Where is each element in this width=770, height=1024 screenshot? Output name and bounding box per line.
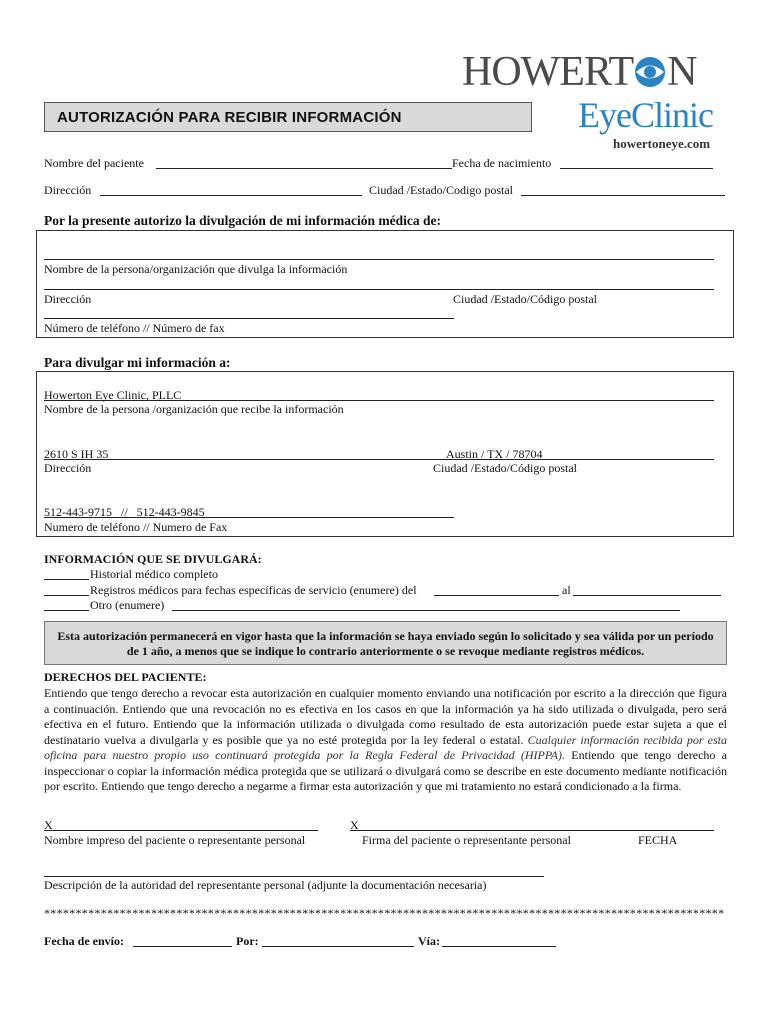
form-title: AUTORIZACIÓN PARA RECIBIR INFORMACIÓN: [57, 109, 402, 126]
star-separator: ************************************************************************************************************: [44, 906, 725, 920]
rights-text-part2: Entiendo que tengo derecho a inspeccionar o copiar la información médica protegida que se utilizará o divulgará como se describe en este documento mediante notificación por escrito. Entiendo que tengo derecho a negarme a firmar esta autorización y que mi tratamiento no estará condicionado a la firma.: [44, 748, 727, 793]
logo-url: howertoneye.com: [613, 136, 711, 151]
sent-date-label: Fecha de envío:: [44, 934, 124, 948]
rights-text-italic: Cualquier información recibida por esta oficina para nuestro propio uso continuará protegida por la Regla Federal de Privacidad (HIPPA).: [44, 732, 727, 762]
release-from-heading: Por la presente autorizo la divulgación de mi información médica de:: [44, 213, 441, 228]
form-title-box: [44, 102, 532, 132]
patient-name-field[interactable]: [156, 168, 452, 169]
authority-label: Descripción de la autoridad del representante personal (adjunte la documentación necesaria): [44, 878, 487, 892]
info-item1-checkbox[interactable]: [44, 579, 89, 580]
release-to-phone-value: 512-443-9715 // 512-443-9845: [44, 505, 205, 519]
release-to-address-field[interactable]: [44, 459, 714, 460]
rights-paragraph: [44, 686, 727, 795]
validity-notice-text: Esta autorización permanecerá en vigor hasta que la información se haya enviado según lo solicitado y sea válida por un período de 1 año, a menos que se indique lo contrario anteriormente o se revoque mediante registros médicos.: [57, 629, 714, 658]
info-item2-from-field[interactable]: [434, 595, 559, 596]
signature-field[interactable]: [350, 830, 714, 831]
patient-address-field[interactable]: [100, 195, 362, 196]
info-item1-label: Historial médico completo: [90, 567, 218, 581]
release-to-name-label: Nombre de la persona /organización que recibe la información: [44, 402, 344, 416]
release-from-name-field[interactable]: [44, 259, 714, 260]
validity-notice-box: [44, 621, 727, 665]
info-item2-checkbox[interactable]: [44, 595, 89, 596]
sent-by-label: Por:: [236, 934, 259, 948]
release-from-address-field[interactable]: [44, 289, 714, 290]
print-name-field[interactable]: [44, 830, 318, 831]
release-to-city-label: Ciudad /Estado/Código postal: [433, 461, 577, 475]
info-item2-label: Registros médicos para fechas específicas de servicio (enumere) del: [90, 583, 417, 597]
logo-wordmark: HOWERT N: [462, 49, 697, 95]
print-name-x: X: [44, 818, 53, 832]
sent-date-field[interactable]: [133, 946, 232, 947]
eye-icon: [633, 54, 667, 88]
signature-label: Firma del paciente o representante personal: [362, 833, 571, 847]
release-to-phone-label: Numero de teléfono // Numero de Fax: [44, 520, 228, 534]
sent-via-field[interactable]: [442, 946, 556, 947]
patient-address-label: Dirección: [44, 183, 92, 197]
sent-by-field[interactable]: [262, 946, 414, 947]
release-to-address-label: Dirección: [44, 461, 92, 475]
info-item3-label: Otro (enumere): [90, 598, 165, 612]
release-to-phone-field[interactable]: [44, 517, 454, 518]
patient-name-label: Nombre del paciente: [44, 156, 144, 170]
release-to-name-value: Howerton Eye Clinic, PLLC: [44, 388, 182, 402]
signature-x: X: [350, 818, 359, 832]
rights-heading: DERECHOS DEL PACIENTE:: [44, 670, 207, 684]
birth-date-field[interactable]: [560, 168, 713, 169]
info-item2-to-field[interactable]: [573, 595, 721, 596]
sent-via-label: Vía:: [418, 934, 440, 948]
info-item3-field[interactable]: [172, 610, 680, 611]
release-to-name-field[interactable]: [44, 400, 714, 401]
info-item2-to-label: al: [562, 583, 571, 597]
logo-eyeclinic: EyeClinic: [578, 95, 713, 135]
release-from-address-label: Dirección: [44, 292, 92, 306]
release-from-name-label: Nombre de la persona/organización que divulga la información: [44, 262, 348, 276]
rights-text-part1: Entiendo que tengo derecho a revocar esta autorización en cualquier momento enviando una notificación por escrito a la dirección que figura a continuación. Entiendo que una revocación no es efectiva en los casos en que la información ya ha sido utilizada o divulgada, pero será efectiva en el futuro. Entiendo que la información utilizada o divulgada como resultado de esta autorización puede estar sujeta a que el destinatario vuelva a divulgarla y es posible que ya no esté protegida por la ley federal o estatal.: [44, 686, 727, 747]
birth-date-label: Fecha de nacimiento: [452, 156, 552, 170]
release-from-phone-label: Número de teléfono // Número de fax: [44, 321, 225, 335]
print-name-label: Nombre impreso del paciente o representante personal: [44, 833, 306, 847]
authority-field[interactable]: [44, 876, 544, 877]
info-item3-checkbox[interactable]: [44, 610, 89, 611]
patient-city-label: Ciudad /Estado/Codigo postal: [369, 183, 513, 197]
release-from-phone-field[interactable]: [44, 318, 454, 319]
date-label: FECHA: [638, 833, 678, 847]
release-to-address-value: 2610 S IH 35: [44, 447, 109, 461]
release-to-city-value: Austin / TX / 78704: [446, 447, 543, 461]
info-heading: INFORMACIÓN QUE SE DIVULGARÁ:: [44, 552, 262, 566]
release-to-heading: Para divulgar mi información a:: [44, 355, 231, 370]
patient-city-field[interactable]: [521, 195, 725, 196]
release-from-city-label: Ciudad /Estado/Código postal: [453, 292, 597, 306]
